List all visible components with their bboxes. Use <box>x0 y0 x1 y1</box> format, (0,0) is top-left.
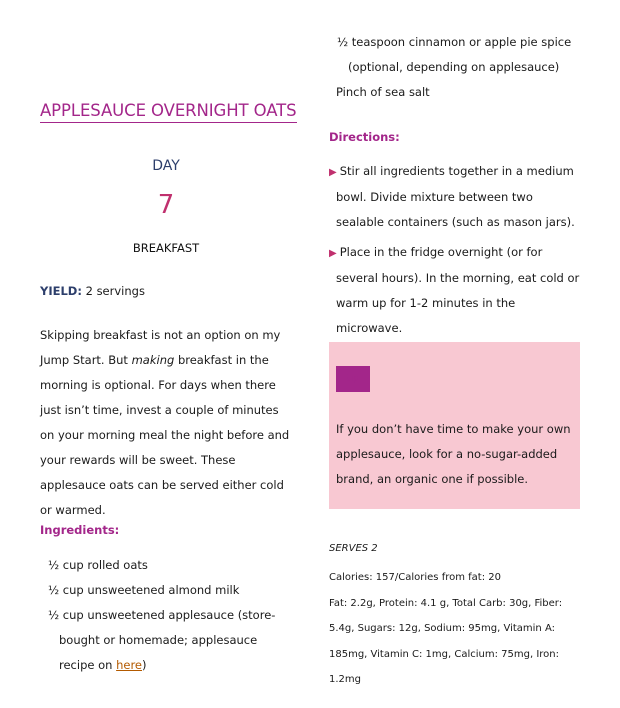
ingredients-list <box>40 553 292 678</box>
yield-line <box>40 284 145 298</box>
ingredients-list-continued <box>329 30 581 105</box>
list-item <box>329 240 581 341</box>
list-item <box>40 553 292 578</box>
directions-heading: Directions: <box>329 130 400 144</box>
day-number: 7 <box>157 190 175 220</box>
yield-label: YIELD: <box>40 284 82 298</box>
intro-emphasis: making <box>131 353 175 367</box>
serves-label: SERVES 2 <box>329 543 378 554</box>
applesauce-recipe-link[interactable]: here <box>116 658 143 672</box>
triangle-bullet-icon: ▶ <box>329 248 337 259</box>
ingredient-text: ½ cup unsweetened almond milk <box>48 583 240 597</box>
ingredient-text: ½ cup unsweetened applesauce (store-bought or homemade; applesauce recipe on <box>48 608 276 672</box>
intro-text-start: Skipping breakfast is not an option on my Jump Start. But <box>40 328 281 367</box>
ingredient-text: ½ teaspoon cinnamon or apple pie spice (optional, depending on applesauce) <box>337 35 572 74</box>
ingredient-text: Pinch of sea salt <box>336 85 430 99</box>
recipe-title: APPLESAUCE OVERNIGHT OATS <box>40 101 297 123</box>
direction-text: Place in the fridge overnight (or for several hours). In the morning, eat cold or warm up for 1-2 minutes in the microwave. <box>336 245 580 335</box>
ingredients-heading: Ingredients: <box>40 523 120 537</box>
ingredient-text: ½ cup rolled oats <box>48 558 148 572</box>
calories-line: Calories: 157/Calories from fat: 20 <box>329 572 501 583</box>
directions-list <box>329 159 581 346</box>
list-item <box>329 80 581 105</box>
intro-text-end: breakfast in the morning is optional. For days when there just isn’t time, invest a couple of minutes on your morning meal the night before and your rewards will be sweet. These applesauce oats can be served either cold or warmed. <box>40 353 290 517</box>
day-label: DAY <box>152 158 180 174</box>
ingredient-suffix: ) <box>142 658 147 672</box>
triangle-bullet-icon: ▶ <box>329 167 337 178</box>
yield-value: 2 servings <box>85 284 145 298</box>
meal-label: BREAKFAST <box>132 241 200 255</box>
intro-paragraph <box>40 323 296 523</box>
tip-badge: tip <box>336 366 370 392</box>
nutrient-details: Fat: 2.2g, Protein: 4.1 g, Total Carb: 30g, Fiber: 5.4g, Sugars: 12g, Sodium: 95mg, Vitamin A: 185mg, Vitamin C: 1mg, Calcium: 75mg, Iron: 1.2mg <box>329 597 563 685</box>
nutrition-facts <box>329 565 581 693</box>
direction-text: Stir all ingredients together in a medium bowl. Divide mixture between two sealable containers (such as mason jars). <box>336 164 575 229</box>
list-item <box>40 603 292 678</box>
tip-box <box>329 342 580 509</box>
list-item <box>329 159 581 235</box>
list-item <box>40 578 292 603</box>
list-item <box>329 30 581 80</box>
tip-text: If you don’t have time to make your own applesauce, look for a no-sugar-added brand, an organic one if possible. <box>336 422 571 486</box>
